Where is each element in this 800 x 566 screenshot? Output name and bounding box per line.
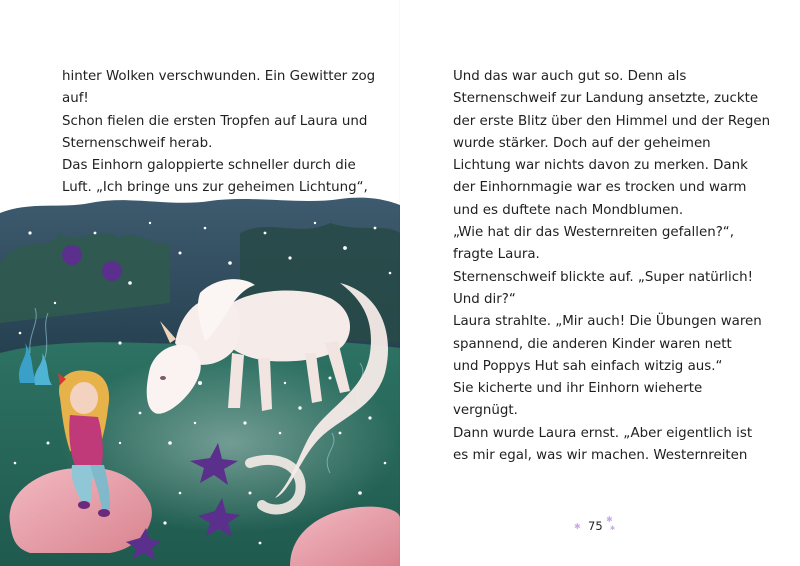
text-line: Laura strahlte. „Mir auch! Die Übungen waren [453,314,762,330]
text-line: Schon fielen die ersten Tropfen auf Laura und [62,113,368,129]
text-line: fragte Laura. [453,247,540,263]
star-ornament-icon: ✱ [574,522,581,531]
text-line: wurde stärker. Doch auf der geheimen [453,135,711,151]
text-line: Sternenschweif zur Landung ansetzte, zuckte [453,91,759,107]
right-page-text [453,66,771,467]
text-line: Sternenschweif herab. [62,135,213,151]
text-line: Das Einhorn galoppierte schneller durch die [62,158,356,174]
text-line: Und das war auch gut so. Denn als [453,69,687,84]
text-line: und Poppys Hut sah einfach witzig aus.“ [453,358,723,374]
text-line: vergnügt. [453,403,518,419]
illustration-unicorn-clearing [0,193,400,566]
text-line: Sternenschweif blickte auf. „Super natürlich! [453,269,753,285]
text-line: der erste Blitz über den Himmel und der Regen [453,113,771,129]
page-number-footer [570,517,630,537]
page-number: 75 [588,519,603,533]
text-line: der Einhornmagie war es trocken und warm [453,180,747,196]
text-line: und es duftete nach Mondblumen. [453,202,684,218]
text-line: Dann wurde Laura ernst. „Aber eigentlich ist [453,425,753,441]
text-line: Lichtung war nichts davon zu merken. Dank [453,158,748,174]
text-line: Und dir?“ [453,291,516,307]
text-line: Sie kicherte und ihr Einhorn wieherte [453,381,703,397]
text-line: Luft. „Ich bringe uns zur geheimen Lichtung“, [62,180,368,196]
text-line: hinter Wolken verschwunden. Ein Gewitter zog [62,69,376,84]
text-line: auf! [62,91,89,107]
right-page [400,0,800,566]
text-line: es mir egal, was wir machen. Westernreiten [453,448,748,464]
text-line: „Wie hat dir das Westernreiten gefallen?“, [453,225,735,241]
star-ornament-icon: ✱ [610,525,616,532]
star-ornament-icon: ✱ [606,515,613,524]
text-line: spannend, die anderen Kinder waren nett [453,336,732,352]
